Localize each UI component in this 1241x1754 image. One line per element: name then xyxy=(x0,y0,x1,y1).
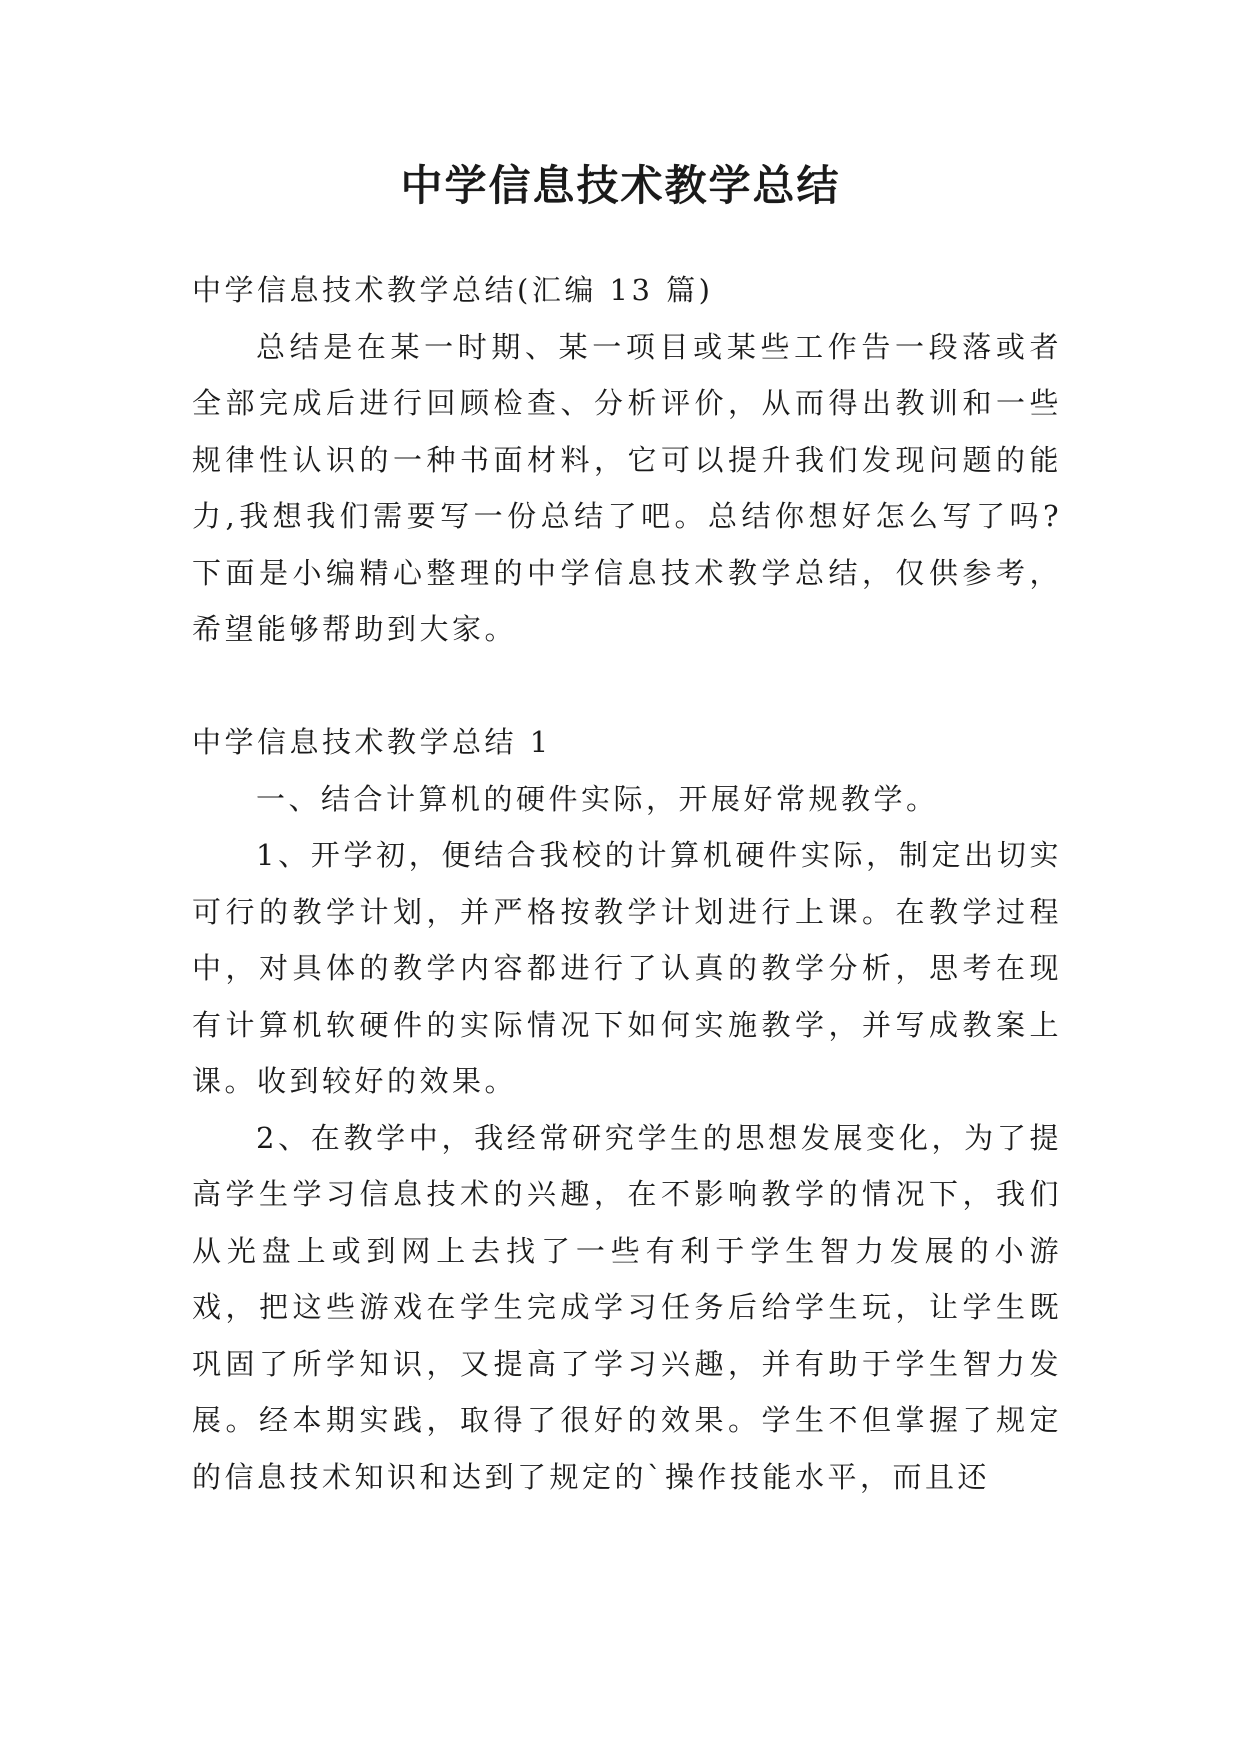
document-body xyxy=(192,262,1062,1505)
paragraph-gap xyxy=(192,658,1062,715)
section-paragraph-2: 2、在教学中，我经常研究学生的思想发展变化，为了提高学生学习信息技术的兴趣，在不影响教学的情况下，我们从光盘上或到网上去找了一些有利于学生智力发展的小游戏，把这些游戏在学生完成学习任务后给学生玩，让学生既巩固了所学知识，又提高了学习兴趣，并有助于学生智力发展。经本期实践，取得了很好的效果。学生不但掌握了规定的信息技术知识和达到了规定的`操作技能水平，而且还 xyxy=(192,1120,1062,1494)
section-paragraph-1: 1、开学初，便结合我校的计算机硬件实际，制定出切实可行的教学计划，并严格按教学计划进行上课。在教学过程中，对具体的教学内容都进行了认真的教学分析，思考在现有计算机软硬件的实际情况下如何实施教学，并写成教案上课。收到较好的效果。 xyxy=(192,838,1062,1098)
section-point-1: 一、结合计算机的硬件实际，开展好常规教学。 xyxy=(256,781,939,816)
document-title: 中学信息技术教学总结 xyxy=(400,161,841,210)
document-subtitle: 中学信息技术教学总结(汇编 13 篇) xyxy=(192,273,714,307)
intro-paragraph: 总结是在某一时期、某一项目或某些工作告一段落或者全部完成后进行回顾检查、分析评价，从而得出教训和一些规律性认识的一种书面材料，它可以提升我们发现问题的能力,我想我们需要写一份总结了吧。总结你想好怎么写了吗?下面是小编精心整理的中学信息技术教学总结，仅供参考，希望能够帮助到大家。 xyxy=(192,329,1062,646)
section-heading: 中学信息技术教学总结 1 xyxy=(192,725,552,759)
